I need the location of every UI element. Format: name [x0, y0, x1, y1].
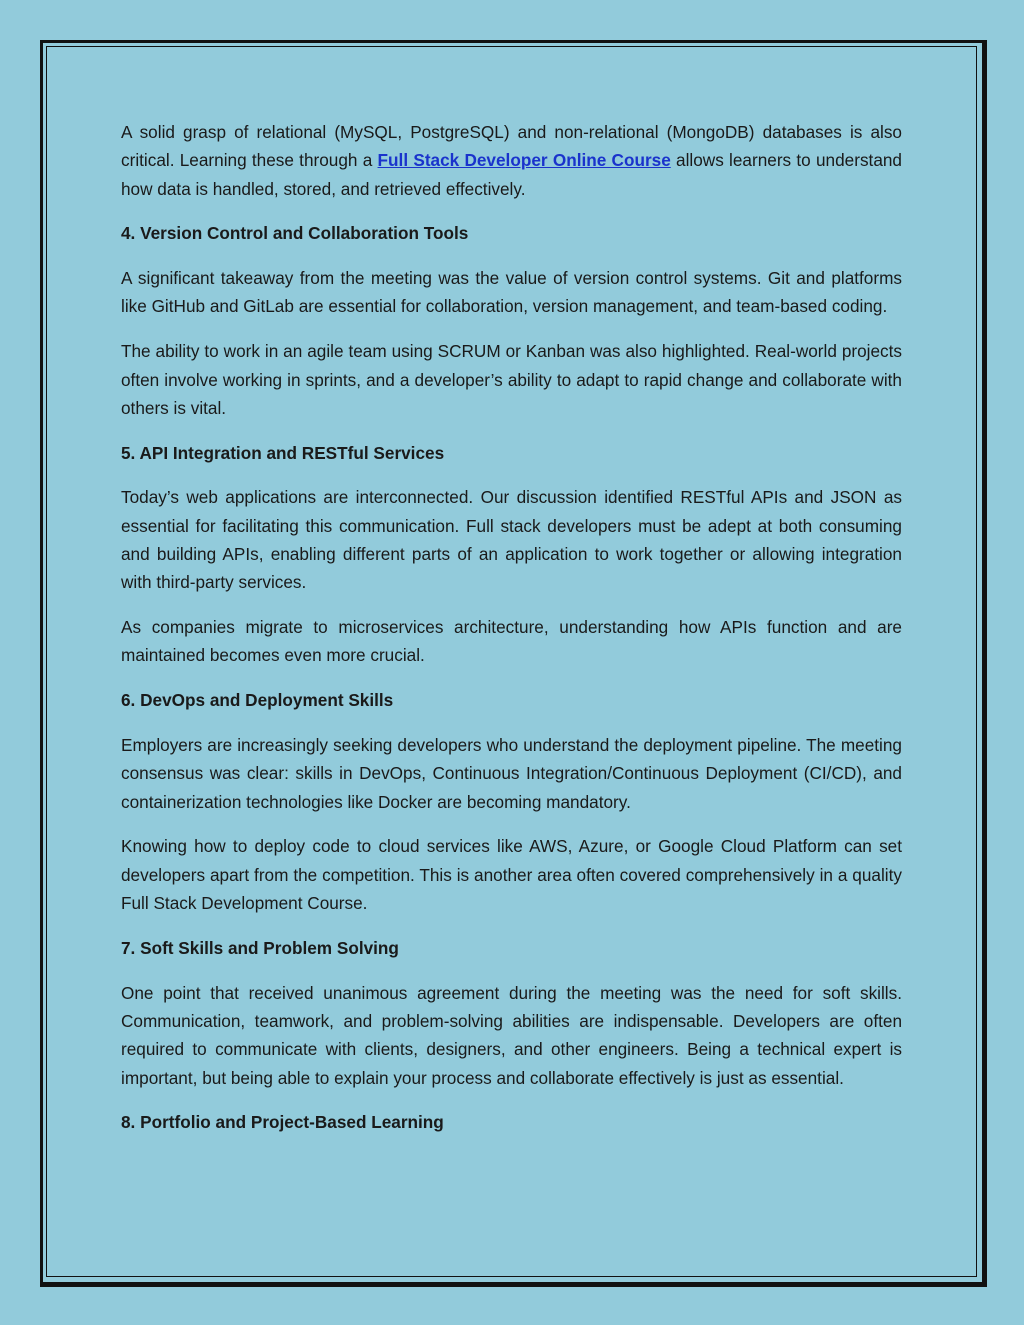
section-heading: 8. Portfolio and Project-Based Learning [121, 1112, 444, 1133]
section-heading: 7. Soft Skills and Problem Solving [121, 937, 399, 958]
course-link[interactable]: Full Stack Developer Online Course [377, 150, 671, 171]
section-heading: 5. API Integration and RESTful Services [121, 442, 445, 463]
section-heading: 6. DevOps and Deployment Skills [121, 690, 394, 711]
section-heading: 4. Version Control and Collaboration Tools [121, 223, 469, 244]
section-paragraph: Employers are increasingly seeking developers who understand the deployment pipeline. The meeting consensus was clear: skills in DevOps, Continuous Integration/Continuous Deployment (CI/CD), and containerization technologies like Docker are becoming mandatory. [121, 735, 902, 812]
section-paragraph: One point that received unanimous agreement during the meeting was the need for soft skills. Communication, teamwork, and problem-solving abilities are indispensable. Developers are often required to communicate with clients, designers, and other engineers. Being a technical expert is important, but being able to explain your process and collaborate effectively is just as essential. [121, 982, 902, 1088]
section-paragraph: Today’s web applications are interconnected. Our discussion identified RESTful APIs and JSON as essential for facilitating this communication. Full stack developers must be adept at both consuming and building APIs, enabling different parts of an application to work together or allowing integration with third-party services. [121, 487, 902, 593]
intro-paragraph [121, 118, 902, 203]
section-paragraph: Knowing how to deploy code to cloud services like AWS, Azure, or Google Cloud Platform can set developers apart from the competition. This is another area often covered comprehensively in a quality Full Stack Development Course. [121, 836, 902, 914]
section-paragraph: A significant takeaway from the meeting was the value of version control systems. Git and platforms like GitHub and GitLab are essential for collaboration, version management, and team-based coding. [121, 268, 902, 317]
intro-text-before-link: A solid grasp of relational (MySQL, PostgreSQL) and non-relational (MongoDB) databases is also critical. Learning these through a [121, 122, 902, 171]
section-paragraph: As companies migrate to microservices architecture, understanding how APIs function and are maintained becomes even more crucial. [121, 617, 902, 666]
document-body [121, 118, 902, 1153]
intro-text-after-link: allows learners to understand how data is handled, stored, and retrieved effectively. [121, 150, 902, 199]
section-paragraph: The ability to work in an agile team using SCRUM or Kanban was also highlighted. Real-world projects often involve working in sprints, and a developer’s ability to adapt to rapid change and collaborate with others is vital. [121, 341, 902, 418]
